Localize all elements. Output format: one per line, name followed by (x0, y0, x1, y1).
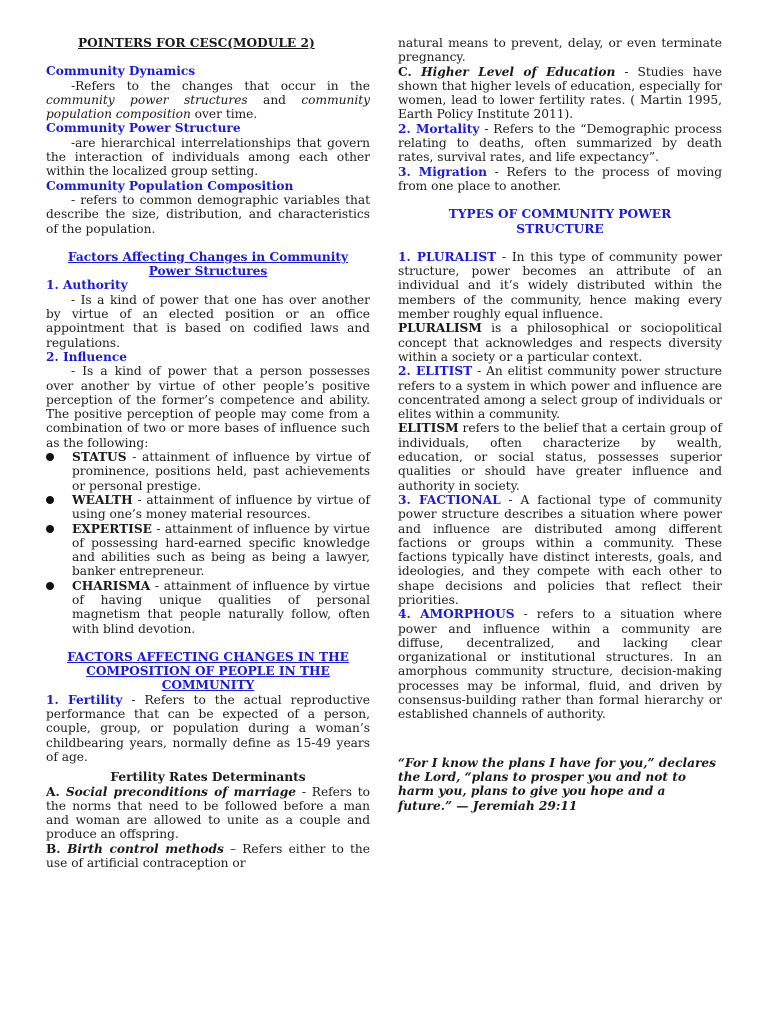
influence-text: - Is a kind of power that a person possesses over another by virtue of other people’s positive perception of the former’s competence and ability. The positive perception of people may come from a combination of two or more bases of influence such as the following: (46, 364, 370, 450)
page-title: POINTERS FOR CESC(MODULE 2) (78, 36, 315, 50)
community-power-structure-text: -are hierarchical interrelationships that govern the interaction of individuals among each other within the localized group setting. (46, 135, 370, 179)
influence-heading: 2. Influence (46, 349, 128, 364)
determinant-c: C. Higher Level of Education - Studies have shown that higher levels of education, especially for women, lead to lower fertility rates. ( Martin 1995, Earth Policy Institute 2011). (398, 64, 722, 122)
bullet-dot-icon (46, 453, 54, 461)
types-heading: TYPES OF COMMUNITY POWER STRUCTURE (448, 207, 672, 236)
factors-power-heading: Factors Affecting Changes in Community Power Structures (67, 249, 349, 279)
bullet-status: STATUS - attainment of influence by virtue of prominence, positions held, past achievements or personal prestige. (46, 450, 370, 493)
bible-quote: “For I know the plans I have for you,” declares the Lord, “plans to prosper you and not to harm you, plans to give you hope and a future.” — Jeremiah 29:11 (398, 755, 717, 813)
bullet-wealth: WEALTH - attainment of influence by virtue of using one’s money material resources. (46, 493, 370, 522)
determinant-b: B. Birth control methods – Refers either to the use of artificial contraception or (46, 841, 370, 871)
fertility-determinants-heading: Fertility Rates Determinants (110, 770, 306, 785)
community-population-heading: Community Population Composition (46, 178, 294, 193)
authority-heading: 1. Authority (46, 278, 128, 293)
factors-composition-heading: FACTORS AFFECTING CHANGES IN THE COMPOSITION OF PEOPLE IN THE COMMUNITY (67, 649, 349, 693)
elitist-text: 2. ELITIST - An elitist community power structure refers to a system in which power and influence are concentrated among a select group of individuals or elites within a community. (398, 364, 722, 422)
community-dynamics-heading: Community Dynamics (46, 64, 196, 79)
community-population-text: - refers to common demographic variables that describe the size, distribution, and characteristics of the population. (46, 192, 370, 236)
elitism-text: ELITISM refers to the belief that a certain group of individuals, often characterize by wealth, education, or social status, possesses superior qualities or should have greater influence and authority in society. (398, 421, 722, 493)
bullet-expertise: EXPERTISE - attainment of influence by virtue of possessing hard-earned specific knowledge and abilities such as being as being a lawyer, banker entrepreneur. (46, 522, 370, 579)
pluralism-text: PLURALISM is a philosophical or sociopolitical concept that acknowledges and respects diversity within a society or a particular context. (398, 321, 722, 364)
amorphous-text: 4. AMORPHOUS - refers to a situation where power and influence within a community are diffuse, decentralized, and lacking clear organizational or institutional structures. In an amorphous community structure, decision-making processes may be informal, fluid, and driven by consensus-building rather than formal hierarchy or established channels of authority. (398, 607, 722, 722)
community-power-structure-heading: Community Power Structure (46, 121, 241, 136)
bullet-dot-icon (46, 582, 54, 590)
pluralist-text: 1. PLURALIST - In this type of community power structure, power becomes an attribute of an individual and it’s widely distributed within the members of the community, hence making every member roughly equal influence. (398, 249, 722, 322)
continued-text: natural means to prevent, delay, or even terminate pregnancy. (398, 36, 722, 65)
determinant-a: A. Social preconditions of marriage - Refers to the norms that need to be followed before a man and woman are allowed to unite as a couple and produce an offspring. (46, 784, 370, 842)
bullet-dot-icon (46, 525, 54, 533)
right-column (398, 36, 722, 813)
fertility-text: 1. Fertility - Refers to the actual reproductive performance that can be expected of a person, couple, group, or population during a woman’s childbearing years, normally define as 15-49 years of age. (46, 692, 370, 764)
authority-text: - Is a kind of power that one has over another by virtue of an elected position or an office appointment that is based on codified laws and regulations. (46, 292, 370, 350)
community-dynamics-text: -Refers to the changes that occur in the community power structures and community population composition over time. (46, 78, 370, 122)
bullet-charisma: CHARISMA - attainment of influence by virtue of having unique qualities of personal magnetism that people naturally follow, often with blind devotion. (46, 579, 370, 636)
mortality-text: 2. Mortality - Refers to the “Demographic process relating to deaths, often summarized by death rates, survival rates, and life expectancy”. (398, 121, 722, 165)
left-column (46, 36, 370, 870)
factional-text: 3. FACTIONAL - A factional type of community power structure describes a situation where power and influence are distributed among different factions or groups within a community. These factions typically have distinct interests, goals, and ideologies, and they compete with each other to shape decisions and policies that reflect their priorities. (398, 492, 722, 607)
migration-text: 3. Migration - Refers to the process of moving from one place to another. (398, 164, 722, 193)
bullet-dot-icon (46, 496, 54, 504)
